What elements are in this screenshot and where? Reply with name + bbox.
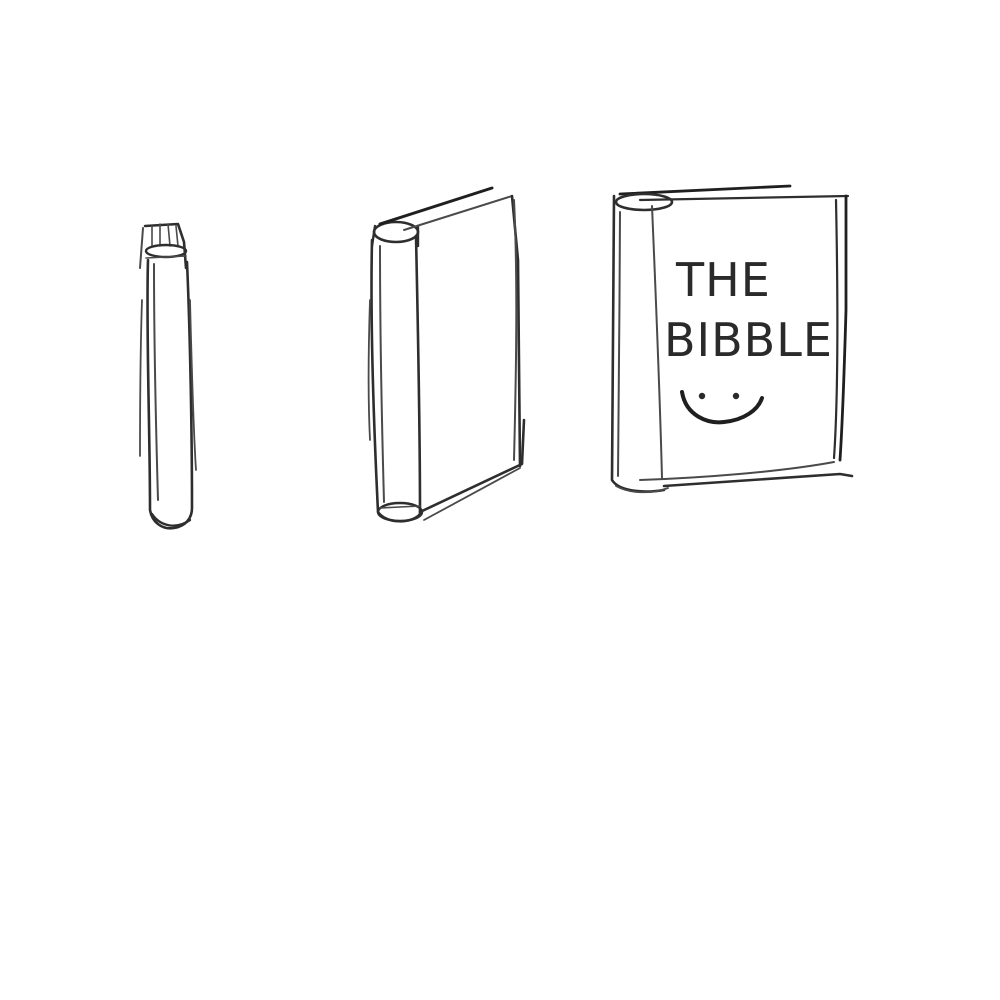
smiley-face-icon [682,392,762,422]
book-front-cover-view [612,186,852,492]
book-three-quarter-view [369,188,525,521]
book-spine-view [140,224,196,528]
cover-title-line-1: THE [676,253,771,307]
cover-title-line-2: BIBBLE [664,313,833,367]
